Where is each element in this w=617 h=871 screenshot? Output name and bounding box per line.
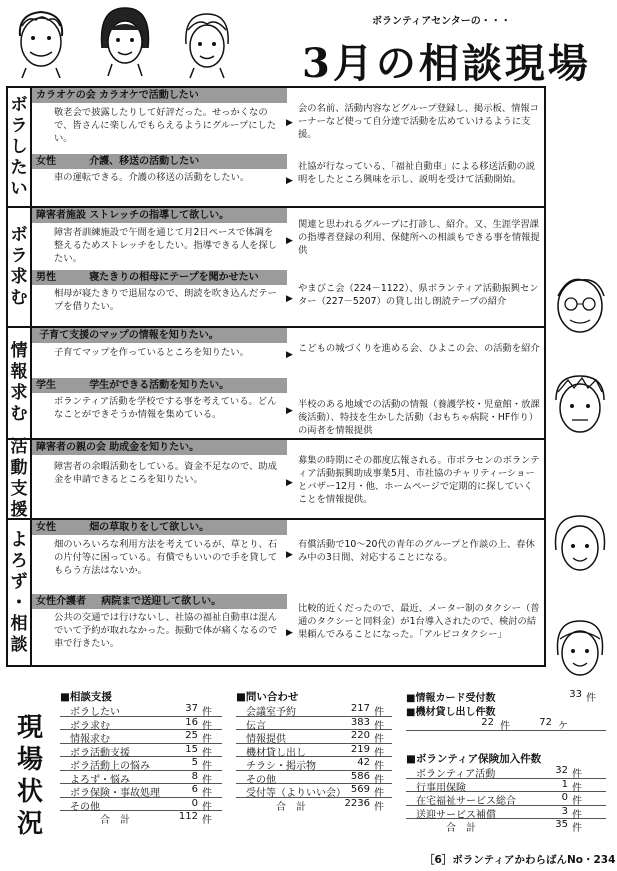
inquiry-label: 受付等（よりいい会）: [246, 788, 346, 799]
insurance-unit: 件: [572, 823, 582, 834]
insurance-label: 行事用保険: [416, 782, 466, 794]
entry-response: 半校のある地域での活動の情報（養護学校・児童館・放課後活動）、特技を生かした活動（おもちゃ病院・HF作り）の両者を情報提供: [298, 399, 540, 436]
section-yorozu-soudan: [8, 520, 544, 665]
inquiry-value: 383: [350, 716, 370, 728]
inquiry-label: その他: [246, 774, 276, 786]
inquiry-total-value: 2236: [344, 797, 370, 809]
inquiry-unit: 件: [374, 761, 384, 772]
consult-label: ボラ活動支援: [70, 747, 130, 759]
entry-requester: 障害者の親の会: [36, 442, 106, 453]
staff-face-man-2-icon: [548, 370, 612, 440]
stats-equipment-title: ■機材貸し出し件数: [406, 707, 496, 718]
entry-header: [32, 378, 287, 393]
consult-unit: 件: [202, 747, 212, 759]
consult-label: ボラ保険・事故処理: [70, 788, 160, 799]
consult-total-label: 合 計: [100, 815, 130, 826]
stats-equipment-title-row: [406, 703, 606, 717]
stats-card-row: [406, 689, 606, 703]
consult-row: [60, 798, 222, 812]
section-katsudou-shien: [8, 437, 544, 520]
arrow-icon: ▶: [286, 478, 293, 488]
inquiry-unit: 件: [374, 788, 384, 799]
consult-entry: [32, 270, 544, 328]
arrow-icon: ▶: [286, 236, 293, 246]
stats-equipment-value2: 72: [539, 717, 552, 728]
entry-requester: 学生: [36, 380, 56, 391]
inquiry-value: 217: [350, 703, 370, 714]
entry-topic: 介護、移送の活動したい: [89, 156, 200, 167]
inquiry-value: 220: [350, 730, 370, 741]
consult-unit: 件: [202, 815, 212, 826]
stats-consult: [60, 689, 222, 825]
entry-header: [32, 270, 287, 285]
entry-response: 募集の時期にその都度広報される。市ボラセンのボランティア活動振興助成事業5月、市社協のチャリティーショーとバザー12月・他、ホームページで定期的に探していくことを情報提供。: [298, 455, 540, 505]
stats-equipment-value: 22: [481, 717, 494, 728]
insurance-row: [406, 765, 606, 779]
staff-face-woman-3-icon: [548, 510, 612, 580]
insurance-unit: 件: [572, 769, 582, 780]
inquiry-row: [236, 703, 392, 717]
arrow-icon: ▶: [286, 350, 293, 360]
page-title: 3月の相談現場: [302, 40, 591, 87]
arrow-icon: ▶: [286, 406, 293, 416]
section-label: 活 動 支 援: [8, 440, 32, 518]
inquiry-value: 219: [350, 743, 370, 755]
arrow-icon: ▶: [286, 118, 293, 128]
consult-unit: 件: [202, 761, 212, 772]
consult-label: ボラ求む: [70, 720, 110, 732]
insurance-value: 32: [555, 765, 568, 776]
entry-requester: 女性: [36, 522, 56, 533]
inquiry-row: [236, 784, 392, 798]
consult-label: その他: [70, 801, 100, 813]
insurance-label: 在宅福祉サービス総合: [416, 796, 516, 807]
insurance-value: 3: [561, 805, 568, 817]
entry-response: やまびこ会（224－1122）、県ボランティア活動振興センター（227－5207）の貸し出し朗読テープの紹介: [298, 283, 539, 307]
section-label: よ ろ ず ・ 相 談: [8, 520, 32, 665]
arrow-icon: ▶: [286, 628, 293, 638]
stats-insurance-rows: [406, 765, 606, 833]
entry-response: 社協が行なっている、「福祉自動車」による移送活動の説明をしたところ興味を示し、説明を受けて活動開始。: [298, 161, 536, 185]
entry-header: [32, 594, 287, 609]
entry-requester: カラオケの会: [36, 90, 96, 101]
arrow-icon: ▶: [286, 176, 293, 186]
stats-consult-title: ■ 相談支援: [60, 689, 222, 703]
page-header: [272, 8, 607, 88]
entry-response: 比較的近くだったので、最近、メーター制のタクシー（普通のタクシーと同料金）が1台導入されたので、検討の結果頼んでみることになった。「アルビコタクシー」: [298, 603, 540, 640]
entry-request: 子育てマップを作っているところを知りたい。: [54, 347, 249, 358]
consult-entry: [32, 440, 544, 520]
staff-face-glasses-icon: [548, 270, 612, 340]
insurance-total-label: 合 計: [446, 823, 476, 834]
entry-header: [32, 440, 287, 455]
stats-card-title: ■情報カード受付数: [406, 693, 496, 704]
stats-insurance-title: ■ ボランティア保険加入件数: [406, 751, 606, 765]
entry-requester: 女性: [36, 156, 56, 167]
consult-value: 16: [185, 716, 198, 728]
consult-unit: 件: [202, 801, 212, 813]
insurance-row: [406, 806, 606, 820]
page-footer: ［6］ボランティアかわらばんNo・234: [424, 854, 616, 866]
consult-entry: [32, 520, 544, 594]
stats-insurance: [406, 751, 606, 833]
entry-topic: カラオケで活動したい: [99, 90, 199, 101]
insurance-row: [406, 792, 606, 806]
inquiry-label: 会議室予約: [246, 707, 296, 718]
consult-total-row: [60, 811, 222, 825]
inquiry-unit: 件: [374, 707, 384, 718]
consult-label: ボラしたい: [70, 707, 120, 718]
insurance-unit: 件: [572, 782, 582, 794]
entry-requester: 女性介護者: [36, 596, 86, 607]
inquiry-unit: 件: [374, 734, 384, 745]
entry-response: 関連と思われるグループに打診し、紹介。又、生涯学習課の指導者登録の利用、保健所への相談もできる事を情報提供: [298, 219, 540, 256]
entry-header: [32, 88, 287, 103]
inquiry-row: [236, 730, 392, 744]
inquiry-unit: 件: [374, 774, 384, 786]
section-label: 情 報 求 む: [8, 328, 32, 438]
consult-unit: 件: [202, 707, 212, 718]
consult-row: [60, 757, 222, 771]
inquiry-unit: 件: [374, 720, 384, 732]
entry-header: [32, 520, 287, 535]
staff-face-woman-2-icon: [174, 8, 240, 80]
inquiry-value: 42: [357, 757, 370, 768]
entry-request: 障害者訓練施設で午間を通じて月2日ペースで体調を整えるためストレッチをしたい。指導できる人を探したい。: [54, 227, 278, 264]
consult-entry: [32, 88, 544, 154]
inquiry-total-row: [236, 798, 392, 812]
entry-header: [32, 154, 287, 169]
inquiry-row: [236, 771, 392, 785]
consult-unit: 件: [202, 774, 212, 786]
section-label: ボ ラ 求 む: [8, 208, 32, 326]
entry-response: こどもの城づくりを進める会、ひよこの会、の活動を紹介: [298, 343, 540, 354]
consult-value: 25: [185, 730, 198, 741]
consult-entry: [32, 154, 544, 208]
stats-inquiry-rows: [236, 703, 392, 811]
consult-value: 5: [191, 757, 198, 768]
insurance-unit: 件: [572, 809, 582, 821]
inquiry-total-label: 合 計: [276, 801, 306, 813]
entry-request: 相母が寝たきりで退屈なので、朗読を吹き込んだテープを借りたい。: [54, 288, 277, 312]
insurance-value: 1: [561, 778, 568, 790]
inquiry-row: [236, 717, 392, 731]
stats-card-equipment: [406, 689, 606, 731]
consult-entry: [32, 378, 544, 440]
consult-value: 15: [185, 743, 198, 755]
entry-header: [32, 328, 287, 343]
insurance-label: ボランティア活動: [416, 769, 496, 780]
inquiry-unit: 件: [374, 747, 384, 759]
entry-request: 敬老会で披露したりして好評だった。せっかくなので、皆さんに楽しんでもらえるようにグループにしたい。: [54, 107, 277, 144]
entry-response: 会の名前、活動内容などグループ登録し、掲示板、情報コーナーなど使って自分達で活動を広めていけるように支援。: [298, 103, 539, 140]
consult-row: [60, 771, 222, 785]
consult-row: [60, 784, 222, 798]
inquiry-value: 569: [350, 784, 370, 795]
consult-unit: 件: [202, 788, 212, 799]
entry-topic: 寝たきりの相母にテープを聞かせたい: [89, 272, 259, 283]
section-jouhou-motomu: [8, 328, 544, 440]
consult-label: よろず・悩み: [70, 774, 130, 786]
inquiry-value: 586: [350, 770, 370, 782]
stats-equipment-unit: 件: [500, 721, 510, 732]
entry-topic: 病院まで送迎して欲しい。: [101, 596, 222, 607]
entry-request: 畑のいろいろな利用方法を考えているが、草とり、石の片付等に困っている。有償でもいいので手を貸してもらう方法はないか。: [54, 539, 278, 576]
entry-topic: 助成金を知りたい。: [109, 442, 200, 453]
insurance-total-value: 35: [555, 819, 568, 830]
inquiry-label: 伝言: [246, 720, 266, 732]
entry-requester: 男性: [36, 272, 56, 283]
consult-row: [60, 717, 222, 731]
consult-row: [60, 730, 222, 744]
entry-request: 公共の交通では行けないし、社協の福祉自動車は混んでいて予約が取れなかった。振動で体が痛くなるので車で行きたい。: [54, 612, 278, 649]
staff-illustrations: [8, 4, 248, 82]
entry-topic: 子育て支援のマップの情報を知りたい。: [39, 330, 219, 341]
arrow-icon: ▶: [286, 550, 293, 560]
section-bora-shitai: [8, 88, 544, 208]
consult-label: 情報求む: [70, 734, 110, 745]
inquiry-row: [236, 744, 392, 758]
side-illustrations: [548, 270, 614, 690]
section-bora-motomu: [8, 208, 544, 328]
stats-inquiry-title: ■ 問い合わせ: [236, 689, 392, 703]
staff-face-man-icon: [8, 6, 74, 78]
page-subtitle: ボランティアセンターの・・・: [372, 16, 511, 27]
consult-total-value: 112: [178, 811, 198, 822]
entry-topic: 学生ができる活動を知りたい。: [89, 380, 230, 391]
inquiry-row: [236, 757, 392, 771]
stats-consult-rows: [60, 703, 222, 825]
insurance-total-row: [406, 819, 606, 833]
consult-label: ボラ活動上の悩み: [70, 761, 150, 772]
entry-topic: 畑の草取りをして欲しい。: [89, 522, 210, 533]
consultation-table: [6, 86, 546, 667]
insurance-row: [406, 779, 606, 793]
insurance-unit: 件: [572, 796, 582, 807]
inquiry-unit: 件: [374, 801, 384, 813]
entry-request: 車の運転できる。介護の移送の活動をしたい。: [54, 172, 250, 183]
stats-card-unit: 件: [586, 693, 596, 704]
entry-header: [32, 208, 287, 223]
entry-requester: 障害者施設: [36, 210, 86, 221]
consult-value: 0: [191, 797, 198, 809]
inquiry-label: チラシ・掲示物: [246, 761, 316, 772]
staff-face-woman-4-icon: [548, 615, 612, 685]
inquiry-label: 機材貸し出し: [246, 747, 306, 759]
entry-request: 障害者の余暇活動をしている。資金不足なので、助成金を申請できるところを知りたい。: [54, 461, 277, 485]
status-section-label: [12, 712, 48, 840]
stats-card-value: 33: [569, 689, 582, 700]
consult-row: [60, 744, 222, 758]
entry-response: 有償活動で10～20代の青年のグループと作談の上、春休み中の3日間、対応することになる。: [298, 539, 535, 563]
stats-inquiry: [236, 689, 392, 811]
entry-request: ボランティア活動を学校でする事を考えている。どんなことができそうか情報を集めている。: [54, 396, 277, 420]
stats-equipment-unit2: ケ: [558, 721, 568, 732]
consult-row: [60, 703, 222, 717]
section-label: ボ ラ し た い: [8, 88, 32, 206]
consult-value: 8: [191, 770, 198, 782]
consult-value: 37: [185, 703, 198, 714]
consult-entry: [32, 328, 544, 378]
inquiry-label: 情報提供: [246, 734, 286, 745]
consult-value: 6: [191, 784, 198, 795]
consult-entry: [32, 594, 544, 665]
consult-unit: 件: [202, 720, 212, 732]
staff-face-woman-icon: [92, 4, 158, 76]
insurance-value: 0: [561, 792, 568, 803]
consult-unit: 件: [202, 734, 212, 745]
insurance-label: 送迎サービス補償: [416, 809, 496, 821]
stats-equipment-row: [406, 717, 606, 731]
entry-topic: ストレッチの指導して欲しい。: [89, 210, 230, 221]
arrow-icon: ▶: [286, 294, 293, 304]
status-label-text: 現場状況: [16, 713, 43, 839]
consult-entry: [32, 208, 544, 270]
